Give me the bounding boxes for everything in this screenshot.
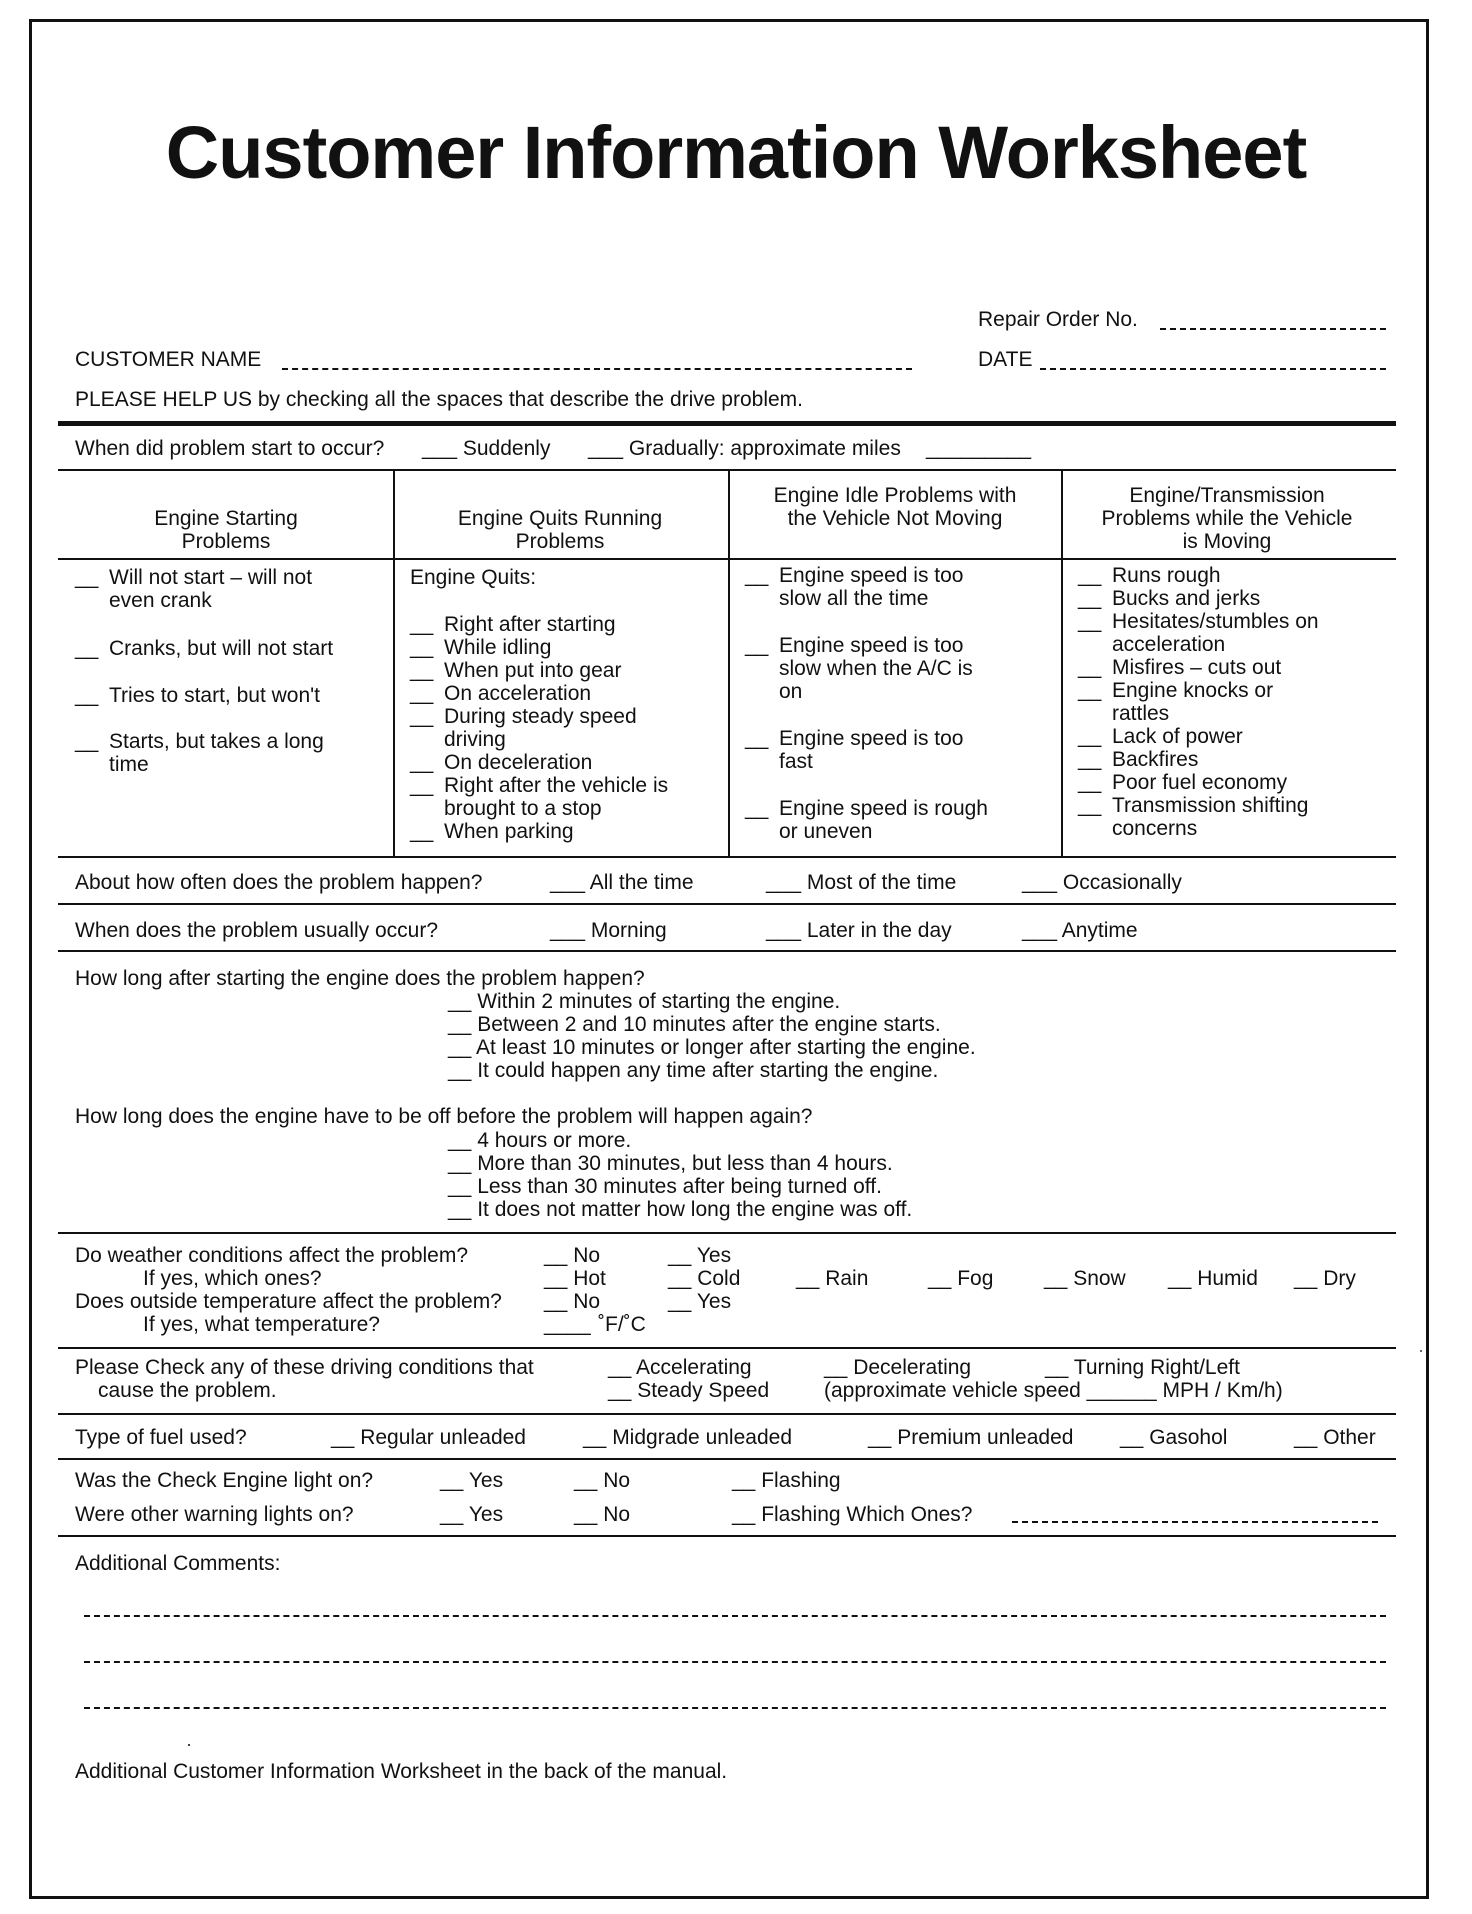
engine-quits-intro: Engine Quits: xyxy=(410,566,537,589)
frequency-option-most[interactable]: ___ Most of the time xyxy=(766,871,957,894)
comments-line[interactable] xyxy=(84,1615,1386,1617)
weather-cold[interactable]: __ Cold xyxy=(668,1267,741,1290)
weather-humid[interactable]: __ Humid xyxy=(1168,1267,1258,1290)
column-heading-moving: Engine/Transmission Problems while the Vehicle is Moving xyxy=(1101,484,1353,553)
start-question: When did problem start to occur? xyxy=(75,437,385,460)
divider xyxy=(58,950,1396,952)
weather-dry[interactable]: __ Dry xyxy=(1294,1267,1356,1290)
date-field[interactable] xyxy=(1040,368,1386,370)
fuel-regular[interactable]: __ Regular unleaded xyxy=(331,1426,526,1449)
fuel-gasohol[interactable]: __ Gasohol xyxy=(1120,1426,1228,1449)
speck xyxy=(188,1744,190,1746)
fuel-question: Type of fuel used? xyxy=(75,1426,247,1449)
divider xyxy=(58,1413,1396,1415)
date-label: DATE xyxy=(978,348,1033,371)
weather-snow[interactable]: __ Snow xyxy=(1044,1267,1126,1290)
customer-name-label: CUSTOMER NAME xyxy=(75,348,262,371)
weather-yes[interactable]: __ Yes xyxy=(668,1244,732,1267)
frequency-question: About how often does the problem happen? xyxy=(75,871,483,894)
temperature-which-label: If yes, what temperature? xyxy=(143,1313,380,1336)
occurrence-option-anytime[interactable]: ___ Anytime xyxy=(1022,919,1138,942)
temperature-yes[interactable]: __ Yes xyxy=(668,1290,732,1313)
check-engine-question: Was the Check Engine light on? xyxy=(75,1469,374,1492)
check-engine-yes[interactable]: __ Yes xyxy=(440,1469,504,1492)
weather-no[interactable]: __ No xyxy=(544,1244,601,1267)
after-start-option[interactable]: __ Between 2 and 10 minutes after the engine starts. xyxy=(448,1013,941,1036)
divider xyxy=(58,856,1396,858)
fuel-premium[interactable]: __ Premium unleaded xyxy=(868,1426,1074,1449)
page-border xyxy=(29,19,1429,1899)
driving-steady-speed[interactable]: __ Steady Speed xyxy=(608,1379,770,1402)
instructions: PLEASE HELP US by checking all the spaces that describe the drive problem. xyxy=(75,388,803,411)
repair-order-field[interactable] xyxy=(1160,328,1386,330)
engine-off-option[interactable]: __ More than 30 minutes, but less than 4 hours. xyxy=(448,1152,893,1175)
weather-fog[interactable]: __ Fog xyxy=(928,1267,994,1290)
warning-lights-field[interactable] xyxy=(1012,1521,1378,1523)
weather-which-label: If yes, which ones? xyxy=(143,1267,322,1290)
divider xyxy=(58,421,1396,426)
divider xyxy=(58,1535,1396,1537)
driving-approx-speed[interactable]: (approximate vehicle speed ______ MPH / Km/h) xyxy=(824,1379,1283,1402)
temperature-unit: ˚F/˚C xyxy=(598,1313,646,1336)
comments-line[interactable] xyxy=(84,1661,1386,1663)
divider xyxy=(58,903,1396,905)
divider xyxy=(58,558,1396,560)
column-divider xyxy=(1061,470,1063,856)
suddenly-option[interactable]: ___ Suddenly xyxy=(422,437,551,460)
engine-off-option[interactable]: __ Less than 30 minutes after being turned off. xyxy=(448,1175,882,1198)
after-start-question: How long after starting the engine does the problem happen? xyxy=(75,967,645,990)
warning-lights-flashing[interactable]: __ Flashing Which Ones? xyxy=(732,1503,973,1526)
repair-order-label: Repair Order No. xyxy=(978,308,1138,331)
divider xyxy=(58,469,1396,471)
occurrence-question: When does the problem usually occur? xyxy=(75,919,439,942)
after-start-option[interactable]: __ Within 2 minutes of starting the engine. xyxy=(448,990,841,1013)
divider xyxy=(58,1347,1396,1349)
footer-note: Additional Customer Information Worksheet in the back of the manual. xyxy=(75,1760,728,1783)
after-start-option[interactable]: __ It could happen any time after starting the engine. xyxy=(448,1059,939,1082)
driving-question-line1: Please Check any of these driving conditions that xyxy=(75,1356,534,1379)
warning-lights-yes[interactable]: __ Yes xyxy=(440,1503,504,1526)
occurrence-option-morning[interactable]: ___ Morning xyxy=(550,919,667,942)
engine-off-option[interactable]: __ 4 hours or more. xyxy=(448,1129,632,1152)
column-heading-quits: Engine Quits Running Problems xyxy=(457,507,663,553)
warning-lights-question: Were other warning lights on? xyxy=(75,1503,354,1526)
driving-turning[interactable]: __ Turning Right/Left xyxy=(1045,1356,1240,1379)
column-divider xyxy=(393,470,395,856)
fuel-other[interactable]: __ Other xyxy=(1294,1426,1376,1449)
column-heading-idle: Engine Idle Problems with the Vehicle Not Moving xyxy=(773,484,1017,530)
temperature-field[interactable]: ____ xyxy=(544,1313,591,1336)
column-divider xyxy=(728,470,730,856)
fuel-midgrade[interactable]: __ Midgrade unleaded xyxy=(583,1426,792,1449)
miles-field[interactable]: _________ xyxy=(926,437,1032,460)
gradually-option[interactable]: ___ Gradually: approximate miles xyxy=(588,437,901,460)
comments-line[interactable] xyxy=(84,1707,1386,1709)
weather-question: Do weather conditions affect the problem? xyxy=(75,1244,469,1267)
frequency-option-all[interactable]: ___ All the time xyxy=(550,871,694,894)
check-engine-no[interactable]: __ No xyxy=(574,1469,631,1492)
frequency-option-occasionally[interactable]: ___ Occasionally xyxy=(1022,871,1182,894)
warning-lights-no[interactable]: __ No xyxy=(574,1503,631,1526)
engine-off-question: How long does the engine have to be off before the problem will happen again? xyxy=(75,1105,813,1128)
divider xyxy=(58,1232,1396,1234)
check-engine-flashing[interactable]: __ Flashing xyxy=(732,1469,841,1492)
speck xyxy=(1420,1350,1422,1352)
temperature-no[interactable]: __ No xyxy=(544,1290,601,1313)
divider xyxy=(58,1458,1396,1460)
driving-question-line2: cause the problem. xyxy=(98,1379,277,1402)
occurrence-option-later[interactable]: ___ Later in the day xyxy=(766,919,952,942)
driving-accelerating[interactable]: __ Accelerating xyxy=(608,1356,752,1379)
weather-rain[interactable]: __ Rain xyxy=(796,1267,869,1290)
engine-off-option[interactable]: __ It does not matter how long the engine was off. xyxy=(448,1198,913,1221)
weather-hot[interactable]: __ Hot xyxy=(544,1267,606,1290)
driving-decelerating[interactable]: __ Decelerating xyxy=(824,1356,972,1379)
customer-name-field[interactable] xyxy=(282,368,912,370)
page-title: Customer Information Worksheet xyxy=(165,111,1307,194)
after-start-option[interactable]: __ At least 10 minutes or longer after starting the engine. xyxy=(448,1036,976,1059)
column-heading-starting: Engine Starting Problems xyxy=(154,507,298,553)
temperature-question: Does outside temperature affect the problem? xyxy=(75,1290,502,1313)
comments-label: Additional Comments: xyxy=(75,1552,281,1575)
